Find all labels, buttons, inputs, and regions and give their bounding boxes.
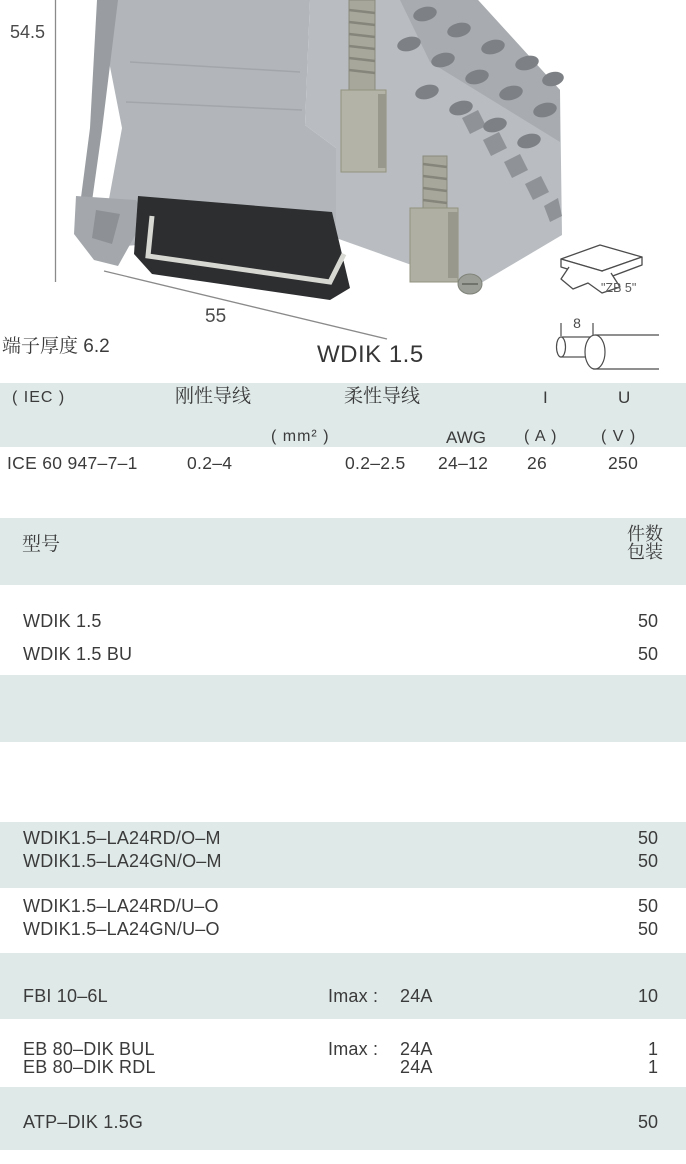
imax-label: Imax : — [328, 1039, 379, 1059]
product-title: WDIK 1.5 — [317, 341, 424, 368]
pack-qty: 50 — [637, 1112, 658, 1132]
spec-unit-mm2: ( mm² ) — [271, 428, 330, 445]
separator-band — [0, 675, 686, 742]
pack-qty: 50 — [637, 828, 658, 848]
spec-unit-volt: ( V ) — [601, 428, 637, 445]
spec-current-value: 26 — [527, 453, 548, 473]
model-name: EB 80–DIK BUL — [23, 1039, 155, 1059]
model-name: EB 80–DIK RDL — [23, 1057, 156, 1077]
model-name: WDIK1.5–LA24RD/O–M — [23, 828, 221, 848]
terminal-block-photo — [74, 0, 565, 300]
model-name: ATP–DIK 1.5G — [23, 1112, 144, 1132]
qty-header-line2: 包装 — [627, 541, 663, 562]
pack-qty: 50 — [637, 644, 658, 664]
model-name: WDIK1.5–LA24GN/O–M — [23, 851, 222, 871]
pack-qty: 1 — [647, 1039, 658, 1059]
thickness-note: 端子厚度 6.2 — [2, 336, 110, 357]
spec-awg-range: 24–12 — [438, 453, 489, 473]
spec-unit-awg: AWG — [446, 428, 486, 447]
spec-unit-amp: ( A ) — [524, 428, 558, 445]
imax-value: 24A — [400, 1057, 433, 1077]
pack-qty: 50 — [637, 919, 658, 939]
spec-header-current: I — [543, 388, 548, 407]
dim-height-label: 54.5 — [10, 22, 46, 42]
strip-length-label: 8 — [573, 315, 581, 331]
imax-value: 24A — [400, 986, 433, 1006]
model-name: WDIK 1.5 BU — [23, 644, 133, 664]
spec-rigid-range: 0.2–4 — [187, 453, 233, 473]
pack-qty: 50 — [637, 896, 658, 916]
model-column-header: 型号 — [22, 534, 61, 555]
pack-qty: 50 — [637, 611, 658, 631]
imax-label: Imax : — [328, 986, 379, 1006]
spec-voltage-value: 250 — [608, 453, 639, 473]
qty-column-header — [563, 526, 663, 561]
imax-value: 24A — [400, 1039, 433, 1059]
spec-standard: ICE 60 947–7–1 — [7, 453, 138, 473]
spec-header-voltage: U — [618, 388, 631, 407]
qty-header-line1: 件数 — [627, 524, 663, 544]
zb5-marker-label: "ZB 5" — [601, 281, 637, 295]
pack-qty: 10 — [637, 986, 658, 1006]
model-name: WDIK1.5–LA24GN/U–O — [23, 919, 220, 939]
model-name: FBI 10–6L — [23, 986, 108, 1006]
spec-header-rigid: 刚性导线 — [175, 386, 252, 407]
spec-header-flexible: 柔性导线 — [344, 386, 421, 407]
model-name: WDIK1.5–LA24RD/U–O — [23, 896, 219, 916]
spec-flexible-range: 0.2–2.5 — [345, 453, 406, 473]
spec-header-iec: ( IEC ) — [12, 389, 66, 406]
pack-qty: 50 — [637, 851, 658, 871]
model-name: WDIK 1.5 — [23, 611, 102, 631]
pack-qty: 1 — [647, 1057, 658, 1077]
dim-width-label: 55 — [205, 306, 227, 327]
spec-header-band — [0, 383, 686, 447]
